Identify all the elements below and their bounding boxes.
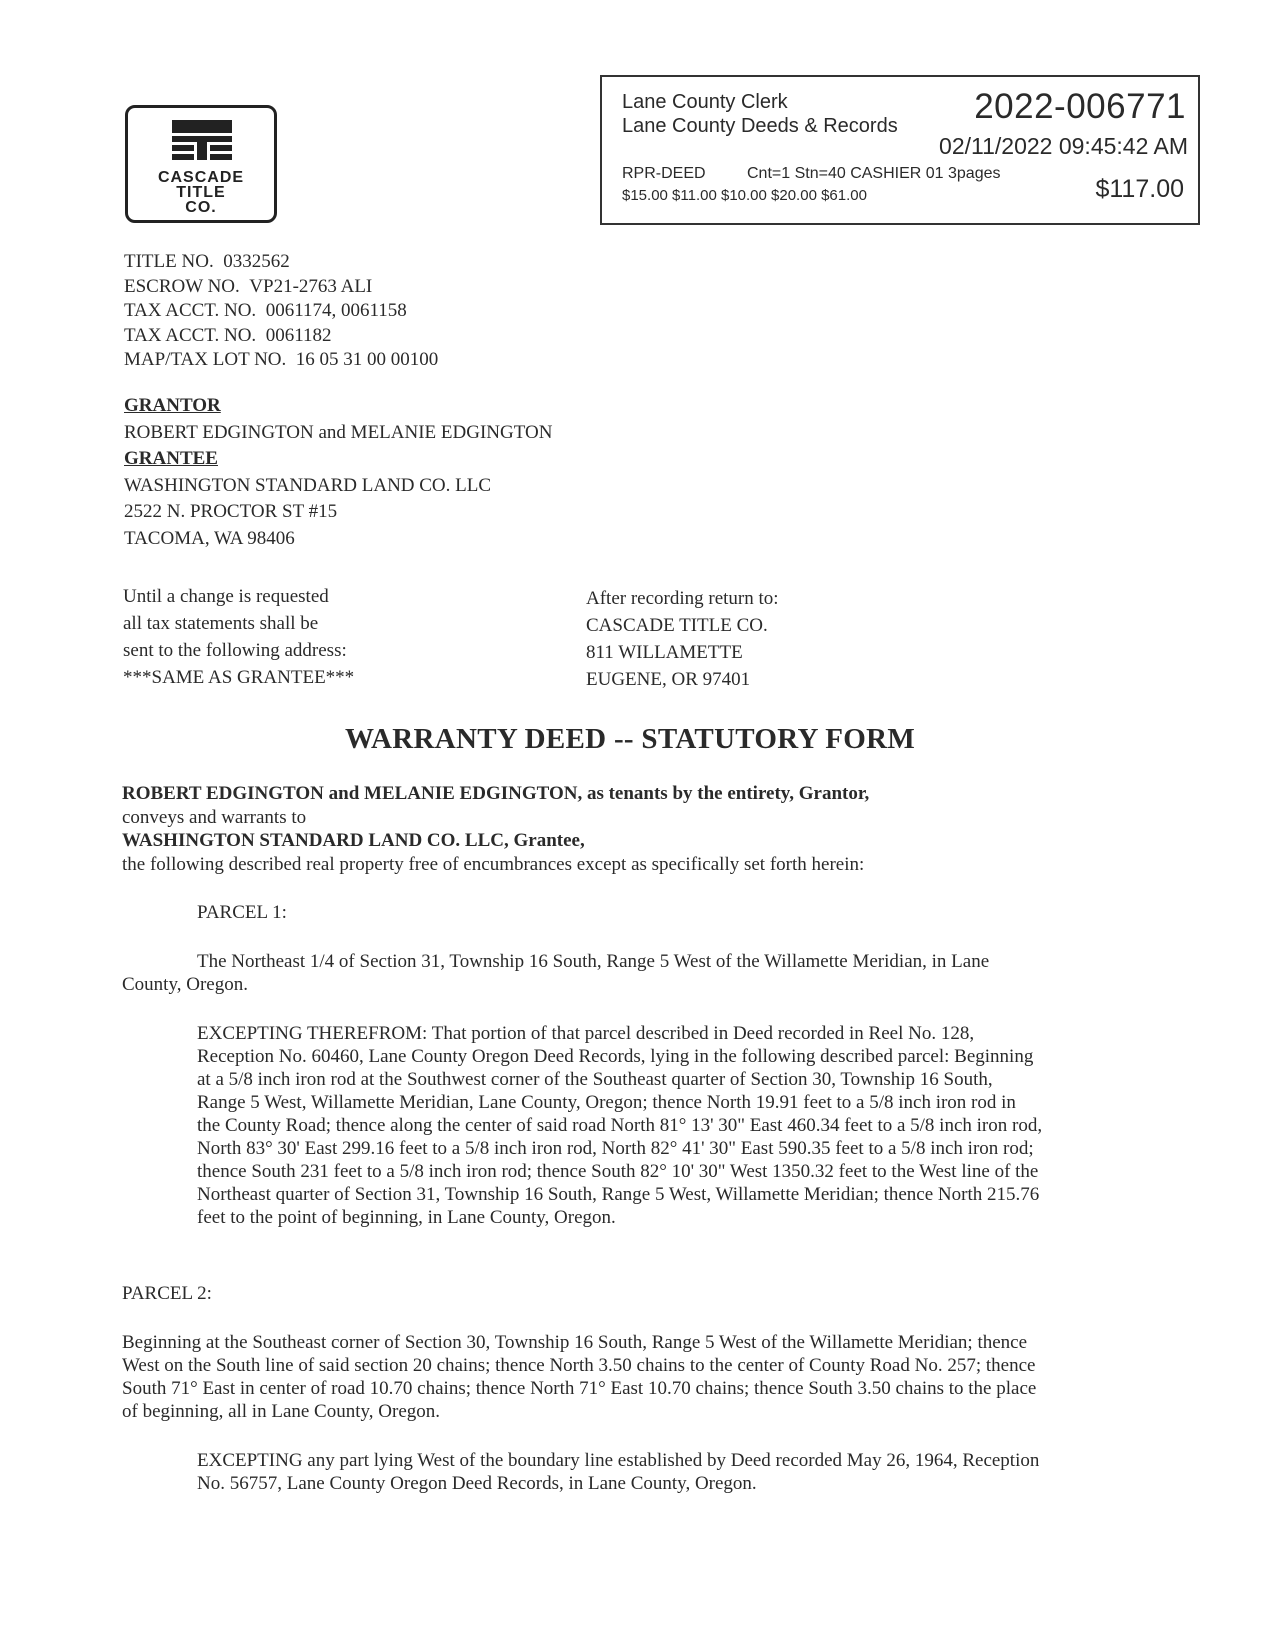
recording-stamp <box>600 75 1200 225</box>
exception-line: EXCEPTING THEREFROM: That portion of that parcel described in Deed recorded in Reel No. 128, <box>197 1023 975 1044</box>
ref-label: MAP/TAX LOT NO. <box>124 349 287 370</box>
ref-title-no <box>124 250 438 275</box>
grantee-name: WASHINGTON STANDARD LAND CO. LLC <box>124 474 492 496</box>
conveyance-grantee-line: WASHINGTON STANDARD LAND CO. LLC, Grantee, <box>122 830 585 851</box>
grantor-heading: GRANTOR <box>124 395 221 416</box>
cascade-title-logo <box>125 105 277 223</box>
return-to-line-4: EUGENE, OR 97401 <box>586 669 751 690</box>
logo-text <box>128 170 274 215</box>
recording-type: RPR-DEED <box>622 165 706 182</box>
logo-line-2: TITLE <box>176 184 226 201</box>
ref-tax-acct-2 <box>124 324 438 349</box>
parcel-1-exception <box>197 1022 1042 1229</box>
cascade-title-logo-mark-icon <box>172 120 232 172</box>
ref-value: VP21-2763 ALI <box>249 275 373 297</box>
recording-office-2: Lane County Deeds & Records <box>622 115 898 137</box>
ref-value: 0061182 <box>265 324 332 346</box>
grantee-address-2: TACOMA, WA 98406 <box>124 527 295 549</box>
parcel-2-heading: PARCEL 2: <box>122 1283 212 1304</box>
exception-line: at a 5/8 inch iron rod at the Southwest corner of the Southeast quarter of Section 30, Township 16 South, <box>197 1069 993 1090</box>
ref-value: 16 05 31 00 00100 <box>295 349 439 370</box>
ref-label: TITLE NO. <box>124 251 214 272</box>
parcel-1-description-line-1: The Northeast 1/4 of Section 31, Township 16 South, Range 5 West of the Willamette Meridian, in Lane <box>197 951 990 972</box>
tax-statements-block <box>123 583 354 691</box>
exception-line: thence South 231 feet to a 5/8 inch iron rod; thence South 82° 10' 30" West 1350.32 feet to the West line of the <box>197 1161 1039 1182</box>
ref-label: TAX ACCT. NO. <box>124 324 257 346</box>
ref-value: 0332562 <box>223 251 290 272</box>
parcel-1-description <box>122 950 989 996</box>
conveyance-grantor-line: ROBERT EDGINGTON and MELANIE EDGINGTON, as tenants by the entirety, Grantor, <box>122 783 870 804</box>
ref-label: TAX ACCT. NO. <box>124 300 257 321</box>
parcel-2-line: West on the South line of said section 20 chains; thence North 3.50 chains to the center of County Road No. 257; thence <box>122 1355 1036 1376</box>
exception-line: feet to the point of beginning, in Lane County, Oregon. <box>197 1207 616 1228</box>
tax-statements-line-2: all tax statements shall be <box>123 613 319 634</box>
parcel-2-description <box>122 1331 1036 1423</box>
return-to-block <box>586 585 779 693</box>
parcel-2-exception <box>197 1449 1039 1495</box>
exception-line: the County Road; thence along the center of said road North 81° 13' 30" East 460.34 feet to a 5/8 inch iron rod, <box>197 1115 1043 1136</box>
document-title: WARRANTY DEED -- STATUTORY FORM <box>344 723 916 755</box>
grantee-heading: GRANTEE <box>124 448 218 469</box>
parties-block <box>124 393 552 552</box>
conveyance-block <box>122 782 869 876</box>
ref-escrow-no <box>124 275 438 300</box>
parcel-2-line: South 71° East in center of road 10.70 chains; thence North 71° East 10.70 chains; thence South 3.50 chains to the place <box>122 1378 1037 1399</box>
exception-line: Range 5 West, Willamette Meridian, Lane County, Oregon; thence North 19.91 feet to a 5/8 inch iron rod in <box>197 1092 1016 1113</box>
tax-statements-line-4: ***SAME AS GRANTEE*** <box>123 667 355 688</box>
exception-line: Reception No. 60460, Lane County Oregon Deed Records, lying in the following described parcel: Beginning <box>197 1046 1034 1067</box>
logo-line-3: CO. <box>185 199 217 216</box>
recording-details: Cnt=1 Stn=40 CASHIER 01 3pages <box>747 165 1001 182</box>
return-to-line-3: 811 WILLAMETTE <box>586 642 743 663</box>
logo-line-1: CASCADE <box>157 169 245 186</box>
tax-statements-line-3: sent to the following address: <box>123 640 347 661</box>
return-to-line-2: CASCADE TITLE CO. <box>586 615 768 636</box>
grantee-address-1: 2522 N. PROCTOR ST #15 <box>124 501 338 522</box>
exception-line: North 83° 30' East 299.16 feet to a 5/8 inch iron rod, North 82° 41' 30" East 590.35 feet to a 5/8 inch iron rod; <box>197 1138 1034 1159</box>
parcel-1-heading: PARCEL 1: <box>197 902 287 923</box>
reference-numbers <box>124 250 438 373</box>
conveyance-property: the following described real property free of encumbrances except as specifically set forth herein: <box>122 853 865 875</box>
recording-office-1: Lane County Clerk <box>622 91 788 113</box>
exception-line: No. 56757, Lane County Oregon Deed Records, in Lane County, Oregon. <box>197 1473 757 1494</box>
recording-fees: $15.00 $11.00 $10.00 $20.00 $61.00 <box>622 187 867 204</box>
ref-value: 0061174, 0061158 <box>265 300 407 321</box>
parcel-1-description-line-2: County, Oregon. <box>122 974 248 995</box>
parcel-2-line: Beginning at the Southeast corner of Section 30, Township 16 South, Range 5 West of the Willamette Meridian; thence <box>122 1332 1028 1353</box>
conveyance-conveys: conveys and warrants to <box>122 806 307 828</box>
return-to-line-1: After recording return to: <box>586 588 779 609</box>
tax-statements-line-1: Until a change is requested <box>123 586 329 607</box>
recording-document-number: 2022-006771 <box>974 87 1186 126</box>
exception-line: Northeast quarter of Section 31, Township 16 South, Range 5 West, Willamette Meridian; thence North 215.76 <box>197 1184 1040 1205</box>
exception-line: EXCEPTING any part lying West of the boundary line established by Deed recorded May 26, 1964, Reception <box>197 1450 1040 1471</box>
ref-label: ESCROW NO. <box>124 275 240 297</box>
recording-datetime: 02/11/2022 09:45:42 AM <box>939 133 1188 159</box>
recording-total: $117.00 <box>1095 175 1184 203</box>
ref-tax-acct-1 <box>124 299 438 324</box>
parcel-2-line: of beginning, all in Lane County, Oregon. <box>122 1401 441 1422</box>
ref-map-tax-lot <box>124 348 438 373</box>
grantor-name: ROBERT EDGINGTON and MELANIE EDGINGTON <box>124 421 553 443</box>
